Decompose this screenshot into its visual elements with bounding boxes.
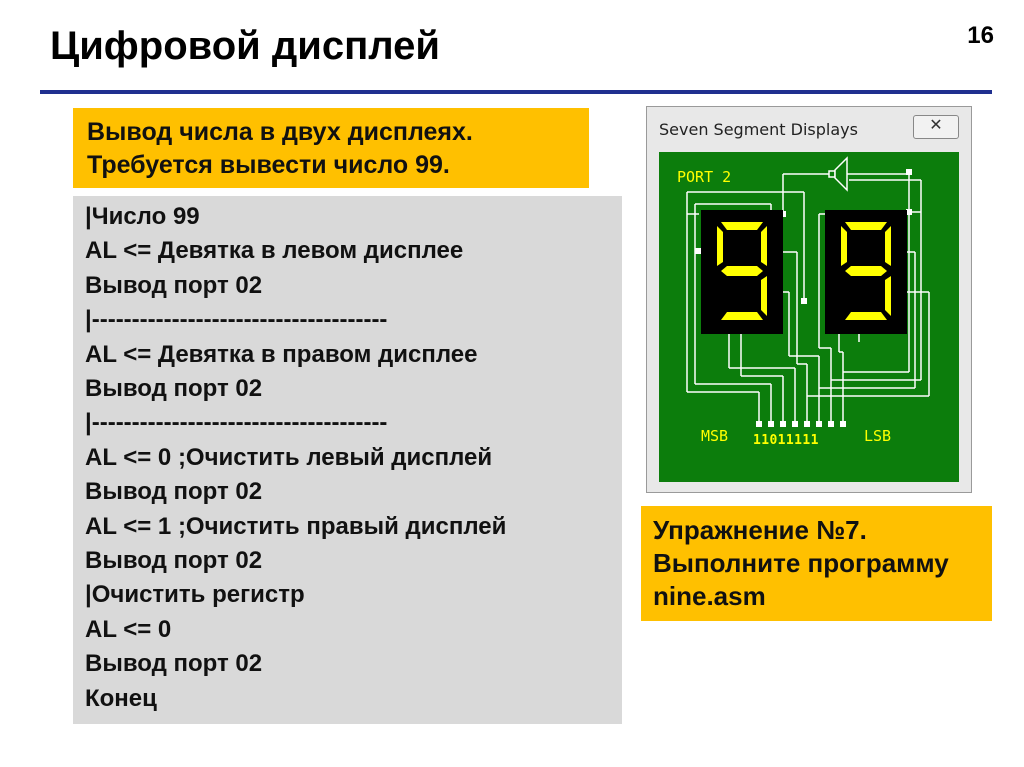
exercise-line-3: nine.asm <box>653 581 766 611</box>
window-titlebar[interactable] <box>647 107 971 147</box>
circuit-diagram <box>659 152 959 482</box>
close-button[interactable] <box>913 115 959 139</box>
code-line: |------------------------------------- <box>85 409 388 437</box>
circuit-board <box>659 152 959 482</box>
title-underline <box>40 90 992 94</box>
code-line: AL <= 0 ;Очистить левый дисплей <box>85 443 493 471</box>
task-line-2: Требуется вывести число 99. <box>87 151 450 179</box>
code-line: |Число 99 <box>85 203 200 230</box>
exercise-box <box>641 506 992 621</box>
code-line: Вывод порт 02 <box>85 547 263 575</box>
seven-segment-window <box>646 106 972 493</box>
code-line: Вывод порт 02 <box>85 478 263 506</box>
window-title: Seven Segment Displays <box>659 120 858 139</box>
slide-title: Цифровой дисплей <box>50 24 440 68</box>
code-line: AL <= Девятка в правом дисплее <box>85 340 478 368</box>
code-line: |Очистить регистр <box>85 581 305 609</box>
code-line: AL <= 1 ;Очистить правый дисплей <box>85 512 507 540</box>
left-seven-segment-display <box>701 210 783 334</box>
exercise-line-2: Выполните программу <box>653 548 949 578</box>
lsb-label: LSB <box>864 427 892 445</box>
msb-label: MSB <box>701 427 729 445</box>
speaker-icon <box>829 158 847 190</box>
code-line: |------------------------------------- <box>85 306 388 334</box>
page-number: 16 <box>967 22 994 49</box>
code-listing <box>73 196 622 724</box>
bit-values: 11011111 <box>753 433 819 448</box>
code-line: Вывод порт 02 <box>85 375 263 403</box>
exercise-line-1: Упражнение №7. <box>653 515 867 545</box>
code-line: Конец <box>85 684 157 712</box>
port-label: PORT 2 <box>677 168 732 186</box>
code-line: AL <= 0 <box>85 615 172 643</box>
close-icon: ✕ <box>929 117 943 134</box>
code-line: Вывод порт 02 <box>85 271 263 299</box>
right-seven-segment-display <box>825 210 907 334</box>
code-line: Вывод порт 02 <box>85 650 263 678</box>
task-box <box>73 108 589 188</box>
task-line-1: Вывод числа в двух дисплеях. <box>87 118 473 146</box>
code-line: AL <= Девятка в левом дисплее <box>85 237 464 265</box>
